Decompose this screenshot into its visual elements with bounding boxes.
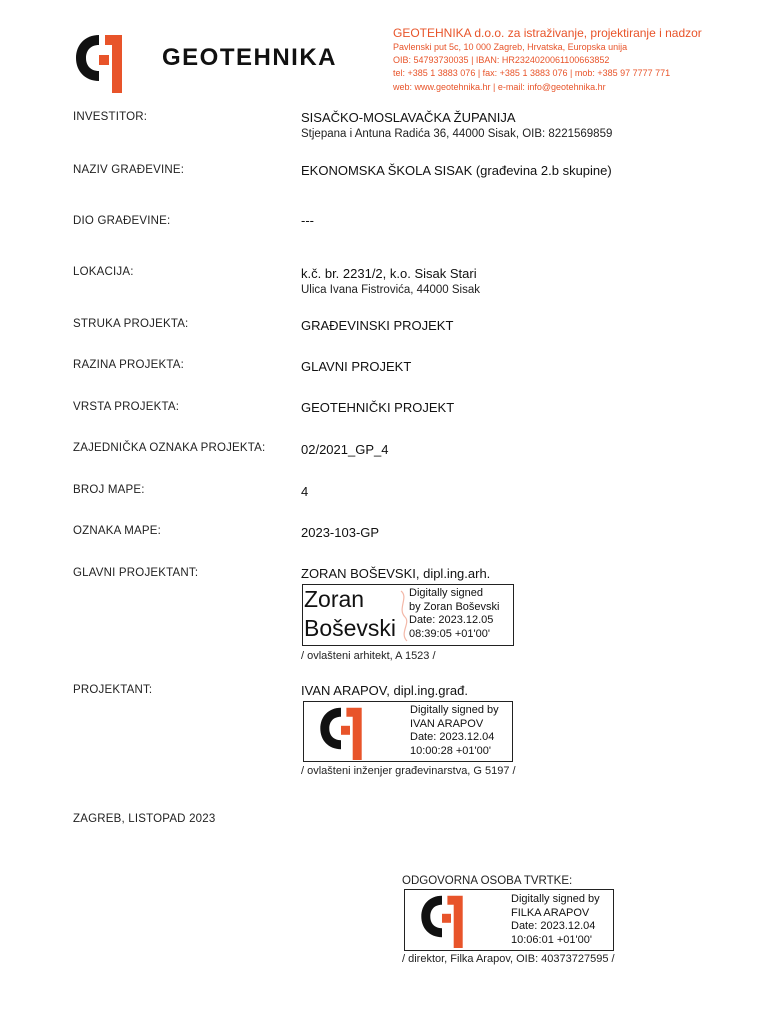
- sig-ivan-line2: IVAN ARAPOV: [410, 717, 484, 730]
- logo-wordmark: GEOTEHNIKA: [162, 44, 338, 71]
- signature-box-filka: [404, 889, 614, 951]
- label-broj-mape: BROJ MAPE:: [73, 484, 145, 496]
- value-dio: ---: [301, 213, 314, 228]
- sig-zoran-line4: 08:39:05 +01'00': [409, 627, 490, 640]
- label-naziv: NAZIV GRAĐEVINE:: [73, 164, 185, 176]
- label-dio: DIO GRAĐEVINE:: [73, 215, 171, 227]
- sub-investitor: Stjepana i Antuna Radića 36, 44000 Sisak, OIB: 8221569859: [301, 128, 613, 140]
- label-vrsta: VRSTA PROJEKTA:: [73, 401, 180, 413]
- label-razina: RAZINA PROJEKTA:: [73, 359, 184, 371]
- company-web: web: www.geotehnika.hr | e-mail: info@geotehnika.hr: [393, 81, 606, 92]
- value-lokacija: k.č. br. 2231/2, k.o. Sisak Stari: [301, 266, 477, 281]
- company-info: [393, 26, 702, 94]
- sub-lokacija: Ulica Ivana Fistrovića, 44000 Sisak: [301, 284, 480, 296]
- place-date: ZAGREB, LISTOPAD 2023: [73, 813, 216, 825]
- value-glavni-projektant: ZORAN BOŠEVSKI, dipl.ing.arh.: [301, 566, 491, 581]
- value-projektant: IVAN ARAPOV, dipl.ing.građ.: [301, 683, 468, 698]
- company-tagline: za istraživanje, projektiranje i nadzor: [504, 26, 702, 40]
- company-address: Pavlenski put 5c, 10 000 Zagreb, Hrvatska, Europska unija: [393, 42, 628, 52]
- sig-ivan-line3: Date: 2023.12.04: [410, 731, 495, 743]
- company-name: GEOTEHNIKA d.o.o.: [393, 26, 505, 40]
- geotehnika-logo-icon: [319, 706, 363, 760]
- signature-box-ivan: [303, 701, 513, 762]
- sig-filka-line2: FILKA ARAPOV: [511, 906, 590, 919]
- label-oznaka-projekta: ZAJEDNIČKA OZNAKA PROJEKTA:: [73, 442, 266, 454]
- sig-filka-line3: Date: 2023.12.04: [511, 920, 596, 932]
- sig-zoran-line2: by Zoran Boševski: [409, 600, 500, 613]
- sig-filka-line4: 10:06:01 +01'00': [511, 933, 592, 946]
- signature-box-zoran: [302, 584, 514, 646]
- company-oib-iban: OIB: 54793730035 | IBAN: HR2324020061100663852: [393, 55, 610, 66]
- value-naziv: EKONOMSKA ŠKOLA SISAK (građevina 2.b skupine): [301, 163, 612, 178]
- company-phones: tel: +385 1 3883 076 | fax: +385 1 3883 076 | mob: +385 97 7777 771: [393, 68, 671, 79]
- value-broj-mape: 4: [301, 484, 309, 499]
- sig-zoran-line3: Date: 2023.12.05: [409, 614, 494, 626]
- label-glavni-projektant: GLAVNI PROJEKTANT:: [73, 567, 199, 579]
- geotehnika-logo-icon: [75, 33, 123, 93]
- value-vrsta: GEOTEHNIČKI PROJEKT: [301, 400, 455, 415]
- geotehnika-logo-icon: [420, 894, 464, 948]
- sig-zoran-line1: Digitally signed: [409, 587, 483, 599]
- value-oznaka-projekta: 02/2021_GP_4: [301, 442, 389, 457]
- label-struka: STRUKA PROJEKTA:: [73, 318, 189, 330]
- note-odgovorna-osoba: / direktor, Filka Arapov, OIB: 40373727595 /: [402, 953, 615, 965]
- label-investitor: INVESTITOR:: [73, 111, 148, 123]
- sig-filka-line1: Digitally signed by: [511, 893, 600, 905]
- value-struka: GRAĐEVINSKI PROJEKT: [301, 318, 454, 333]
- sig-filka-info: [511, 893, 600, 947]
- value-oznaka-mape: 2023-103-GP: [301, 525, 380, 540]
- value-razina: GLAVNI PROJEKT: [301, 359, 412, 374]
- value-investitor: SISAČKO-MOSLAVAČKA ŽUPANIJA: [301, 110, 516, 125]
- label-projektant: PROJEKTANT:: [73, 684, 153, 696]
- sig-ivan-info: [410, 704, 499, 758]
- sig-ivan-line4: 10:00:28 +01'00': [410, 744, 491, 757]
- note-glavni-projektant: / ovlašteni arhitekt, A 1523 /: [301, 650, 436, 662]
- note-projektant: / ovlašteni inženjer građevinarstva, G 5197 /: [301, 765, 516, 777]
- label-oznaka-mape: OZNAKA MAPE:: [73, 525, 162, 537]
- sig-zoran-name-line2: Boševski: [304, 615, 397, 641]
- sig-zoran-name-line1: Zoran: [304, 586, 365, 612]
- sig-ivan-line1: Digitally signed by: [410, 704, 499, 716]
- sig-zoran-info: [409, 587, 499, 641]
- label-odgovorna-osoba: ODGOVORNA OSOBA TVRTKE:: [402, 875, 573, 887]
- label-lokacija: LOKACIJA:: [73, 266, 134, 278]
